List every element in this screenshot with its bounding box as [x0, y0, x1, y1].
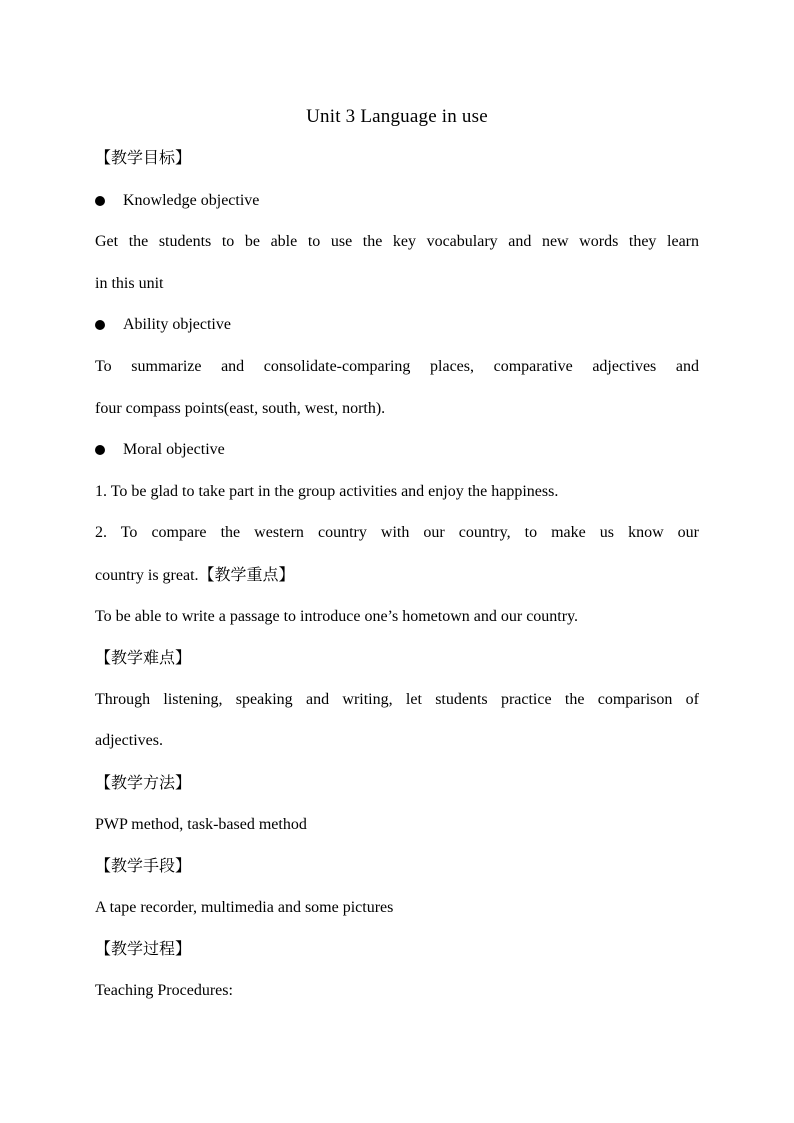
- paragraph-line: adjectives.: [95, 732, 163, 749]
- bullet-dot-icon: [95, 445, 105, 455]
- section-heading-aids: 【教学手段】: [95, 856, 192, 875]
- paragraph-line: PWP method, task-based method: [95, 816, 307, 833]
- section-heading-key-points: 【教学重点】: [198, 565, 295, 584]
- paragraph-text: country is great.: [95, 567, 199, 584]
- paragraph-line: A tape recorder, multimedia and some pictures: [95, 899, 394, 916]
- section-heading-process: 【教学过程】: [95, 939, 192, 958]
- paragraph-line-with-heading: [95, 564, 699, 587]
- paragraph-line: To be able to write a passage to introduce one’s hometown and our country.: [95, 608, 579, 625]
- paragraph-line: 2. To compare the western country with our country, to make us know our: [95, 524, 699, 541]
- bullet-heading-moral: Moral objective: [123, 441, 225, 458]
- paragraph-line: To summarize and consolidate-comparing places, comparative adjectives and: [95, 358, 699, 375]
- bullet-heading-knowledge: Knowledge objective: [123, 192, 260, 209]
- paragraph-line: in this unit: [95, 275, 164, 292]
- paragraph-line: Through listening, speaking and writing, let students practice the comparison of: [95, 691, 699, 708]
- paragraph-line: Teaching Procedures:: [95, 982, 233, 999]
- bullet-dot-icon: [95, 196, 105, 206]
- bullet-dot-icon: [95, 320, 105, 330]
- paragraph-line: 1. To be glad to take part in the group activities and enjoy the happiness.: [95, 483, 559, 500]
- bullet-heading-ability: Ability objective: [123, 316, 231, 333]
- section-heading-teaching-objectives: 【教学目标】: [95, 148, 192, 167]
- paragraph-line: Get the students to be able to use the key vocabulary and new words they learn: [95, 233, 699, 250]
- section-heading-methods: 【教学方法】: [95, 773, 192, 792]
- paragraph-line: four compass points(east, south, west, north).: [95, 400, 386, 417]
- document-title: Unit 3 Language in use: [306, 106, 488, 127]
- section-heading-difficult-points: 【教学难点】: [95, 648, 192, 667]
